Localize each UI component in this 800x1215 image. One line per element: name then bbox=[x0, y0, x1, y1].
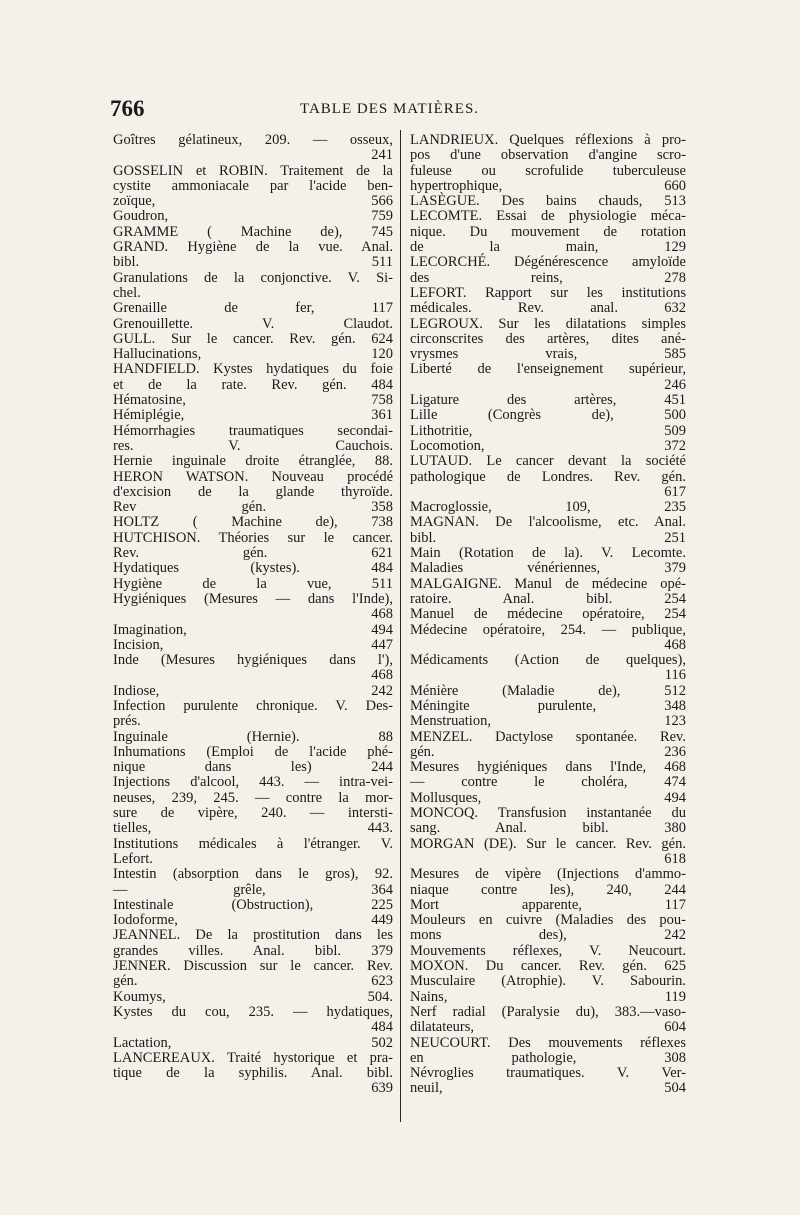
index-line: Nains, 119 bbox=[410, 988, 686, 1005]
index-line: Imagination, 494 bbox=[113, 621, 393, 638]
index-line: Méningite purulente, 348 bbox=[410, 697, 686, 714]
index-line: Hygiéniques (Mesures — dans l'Inde), bbox=[113, 590, 393, 607]
index-line: HUTCHISON. Théories sur le cancer. bbox=[113, 529, 393, 546]
index-line: res. V. Cauchois. bbox=[113, 437, 393, 454]
index-line: Grenouillette. V. Claudot. bbox=[113, 315, 393, 332]
index-line: — grêle, 364 bbox=[113, 881, 393, 898]
index-line: sure de vipère, 240. — intersti- bbox=[113, 805, 393, 822]
index-line: — contre le choléra, 474 bbox=[410, 774, 686, 791]
index-line: LECORCHÉ. Dégénérescence amyloïde bbox=[410, 254, 686, 271]
index-line: Kystes du cou, 235. — hydatiques, bbox=[113, 1003, 393, 1020]
index-line: Incision, 447 bbox=[113, 636, 393, 653]
index-line: mons des), 242 bbox=[410, 927, 686, 944]
index-line: HOLTZ ( Machine de), 738 bbox=[113, 514, 393, 531]
index-line: Granulations de la conjonctive. V. Si- bbox=[113, 269, 393, 286]
index-line: dilatateurs, 604 bbox=[410, 1019, 686, 1036]
index-line: Rev. gén. 621 bbox=[113, 545, 393, 562]
index-line: gén. 623 bbox=[113, 973, 393, 990]
index-line: HERON WATSON. Nouveau procédé bbox=[113, 468, 393, 485]
index-line: Manuel de médecine opératoire, 254 bbox=[410, 606, 686, 623]
index-line: Iodoforme, 449 bbox=[113, 912, 393, 929]
index-line: LECOMTE. Essai de physiologie méca- bbox=[410, 208, 686, 225]
index-line: Koumys, 504. bbox=[113, 988, 393, 1005]
index-line: MALGAIGNE. Manul de médecine opé- bbox=[410, 575, 686, 592]
index-line: pathologique de Londres. Rev. gén. bbox=[410, 468, 686, 485]
index-line: MORGAN (DE). Sur le cancer. Rev. gén. bbox=[410, 835, 686, 852]
index-line: chel. bbox=[113, 284, 141, 301]
index-line: Névroglies traumatiques. V. Ver- bbox=[410, 1065, 686, 1082]
index-line: des reins, 278 bbox=[410, 269, 686, 286]
index-line: Macroglossie, 109, 235 bbox=[410, 499, 686, 516]
index-line: 241 bbox=[371, 147, 393, 164]
index-line: et de la rate. Rev. gén. 484 bbox=[113, 376, 393, 393]
index-line: Goîtres gélatineux, 209. — osseux, bbox=[113, 132, 393, 148]
index-line: Mesures hygiéniques dans l'Inde, 468 bbox=[410, 759, 686, 776]
index-line: prés. bbox=[113, 713, 141, 730]
index-line: Indiose, 242 bbox=[113, 682, 393, 699]
index-line: 116 bbox=[664, 667, 686, 684]
index-line: LUTAUD. Le cancer devant la société bbox=[410, 453, 686, 470]
index-line: fuleuse ou scrofulide tuberculeuse bbox=[410, 162, 686, 179]
index-line: Médicaments (Action de quelques), bbox=[410, 652, 686, 669]
index-line: nique. Du mouvement de rotation bbox=[410, 223, 686, 240]
index-line: Hernie inguinale droite étranglée, 88. bbox=[113, 453, 393, 470]
index-line: 468 bbox=[371, 667, 393, 684]
index-line: niaque contre les), 240, 244 bbox=[410, 881, 686, 898]
index-line: Ménière (Maladie de), 512 bbox=[410, 682, 686, 699]
index-line: Médecine opératoire, 254. — publique, bbox=[410, 621, 686, 638]
index-line: Inhumations (Emploi de l'acide phé- bbox=[113, 743, 393, 760]
index-line: de la main, 129 bbox=[410, 239, 686, 256]
index-line: Mort apparente, 117 bbox=[410, 896, 686, 913]
index-line: JENNER. Discussion sur le cancer. Rev. bbox=[113, 958, 393, 975]
index-line: 484 bbox=[371, 1019, 393, 1036]
index-line: Ligature des artères, 451 bbox=[410, 392, 686, 409]
index-line: Injections d'alcool, 443. — intra-vei- bbox=[113, 774, 393, 791]
index-line: Goudron, 759 bbox=[113, 208, 393, 225]
index-line: 468 bbox=[371, 606, 393, 623]
index-line: MAGNAN. De l'alcoolisme, etc. Anal. bbox=[410, 514, 686, 531]
index-line: vrysmes vrais, 585 bbox=[410, 346, 686, 363]
index-line: LEGROUX. Sur les dilatations simples bbox=[410, 315, 686, 332]
index-line: bibl. 511 bbox=[113, 254, 393, 271]
index-line: JEANNEL. De la prostitution dans les bbox=[113, 927, 393, 944]
index-line: Liberté de l'enseignement supérieur, bbox=[410, 361, 686, 378]
index-line: Nerf radial (Paralysie du), 383.—vaso- bbox=[410, 1003, 686, 1020]
left-column bbox=[113, 133, 393, 1097]
index-line: tielles, 443. bbox=[113, 820, 393, 837]
index-line: médicales. Rev. anal. 632 bbox=[410, 300, 686, 317]
index-line: cystite ammoniacale par l'acide ben- bbox=[113, 177, 393, 194]
index-line: 639 bbox=[371, 1080, 393, 1097]
index-line: NEUCOURT. Des mouvements réflexes bbox=[410, 1034, 686, 1051]
index-line: 246 bbox=[664, 376, 686, 393]
index-line: sang. Anal. bibl. 380 bbox=[410, 820, 686, 837]
index-line: nique dans les) 244 bbox=[113, 759, 393, 776]
index-line: bibl. 251 bbox=[410, 529, 686, 546]
index-line: Mollusques, 494 bbox=[410, 789, 686, 806]
index-line: Musculaire (Atrophie). V. Sabourin. bbox=[410, 973, 686, 990]
index-line: Hémiplégie, 361 bbox=[113, 407, 393, 424]
index-line: Hémorrhagies traumatiques secondai- bbox=[113, 422, 393, 439]
index-line: Lefort. bbox=[113, 850, 153, 867]
index-line: Institutions médicales à l'étranger. V. bbox=[113, 835, 393, 852]
index-line: MOXON. Du cancer. Rev. gén. 625 bbox=[410, 958, 686, 975]
index-line: Hygiène de la vue, 511 bbox=[113, 575, 393, 592]
index-line: LASÈGUE. Des bains chauds, 513 bbox=[410, 193, 686, 210]
index-line: Hématosine, 758 bbox=[113, 392, 393, 409]
index-line: zoïque, 566 bbox=[113, 193, 393, 210]
index-line: LANCEREAUX. Traité hystorique et pra- bbox=[113, 1049, 393, 1066]
index-line: Intestinale (Obstruction), 225 bbox=[113, 896, 393, 913]
index-line: HANDFIELD. Kystes hydatiques du foie bbox=[113, 361, 393, 378]
index-line: gén. 236 bbox=[410, 743, 686, 760]
index-line: Mesures de vipère (Injections d'ammo- bbox=[410, 866, 686, 883]
index-line: Grenaille de fer, 117 bbox=[113, 300, 393, 317]
index-line: Mouleurs en cuivre (Maladies des pou- bbox=[410, 912, 686, 929]
index-line: Lithotritie, 509 bbox=[410, 422, 686, 439]
index-line: 617 bbox=[664, 483, 686, 500]
index-line: Inguinale (Hernie). 88 bbox=[113, 728, 393, 745]
index-line: MONCOQ. Transfusion instantanée du bbox=[410, 805, 686, 822]
right-column bbox=[410, 133, 686, 1097]
index-line: Mouvements réflexes, V. Neucourt. bbox=[410, 942, 686, 959]
index-line: Lille (Congrès de), 500 bbox=[410, 407, 686, 424]
running-title: TABLE DES MATIÈRES. bbox=[300, 101, 480, 117]
index-line: Intestin (absorption dans le gros), 92. bbox=[113, 866, 393, 883]
index-line: Rev gén. 358 bbox=[113, 499, 393, 516]
index-line: MENZEL. Dactylose spontanée. Rev. bbox=[410, 728, 686, 745]
index-line: tique de la syphilis. Anal. bibl. bbox=[113, 1065, 393, 1082]
index-line: Hydatiques (kystes). 484 bbox=[113, 560, 393, 577]
index-line: en pathologie, 308 bbox=[410, 1049, 686, 1066]
index-line: Locomotion, 372 bbox=[410, 437, 686, 454]
index-line: LEFORT. Rapport sur les institutions bbox=[410, 284, 686, 301]
index-line: GRAND. Hygiène de la vue. Anal. bbox=[113, 239, 393, 256]
index-line: 468 bbox=[664, 636, 686, 653]
index-line: neuil, 504 bbox=[410, 1080, 686, 1097]
index-line: GRAMME ( Machine de), 745 bbox=[113, 223, 393, 240]
index-line: 618 bbox=[664, 850, 686, 867]
column-divider bbox=[400, 130, 401, 1122]
index-line: Lactation, 502 bbox=[113, 1034, 393, 1051]
index-line: neuses, 239, 245. — contre la mor- bbox=[113, 789, 393, 806]
index-line: GOSSELIN et ROBIN. Traitement de la bbox=[113, 162, 393, 179]
index-line: circonscrites des artères, dites ané- bbox=[410, 330, 686, 347]
index-line: Inde (Mesures hygiéniques dans l'), bbox=[113, 652, 393, 669]
index-line: pos d'une observation d'angine scro- bbox=[410, 147, 686, 164]
index-line: ratoire. Anal. bibl. 254 bbox=[410, 590, 686, 607]
page-number: 766 bbox=[110, 96, 145, 121]
index-line: Menstruation, 123 bbox=[410, 713, 686, 730]
index-line: Hallucinations, 120 bbox=[113, 346, 393, 363]
index-line: Infection purulente chronique. V. Des- bbox=[113, 697, 393, 714]
index-line: Main (Rotation de la). V. Lecomte. bbox=[410, 545, 686, 562]
index-line: LANDRIEUX. Quelques réflexions à pro- bbox=[410, 132, 686, 148]
index-line: Maladies vénériennes, 379 bbox=[410, 560, 686, 577]
index-line: grandes villes. Anal. bibl. 379 bbox=[113, 942, 393, 959]
index-line: hypertrophique, 660 bbox=[410, 177, 686, 194]
index-line: d'excision de la glande thyroïde. bbox=[113, 483, 393, 500]
index-line: GULL. Sur le cancer. Rev. gén. 624 bbox=[113, 330, 393, 347]
